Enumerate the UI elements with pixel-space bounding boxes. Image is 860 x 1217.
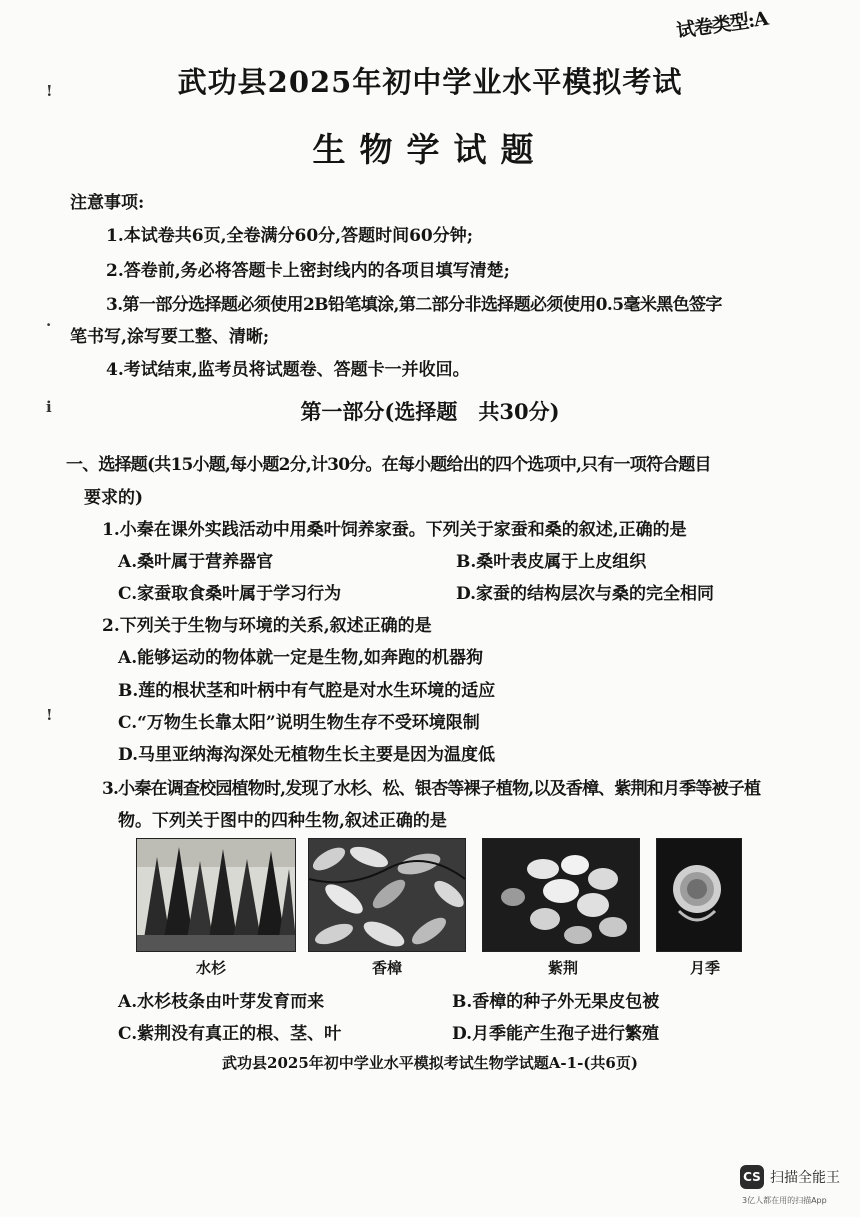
page-footer: 武功县2025年初中学业水平模拟考试生物学试题A-1-(共6页) [222,1054,638,1072]
exam-subtitle: 生物学试题 [312,130,548,169]
question-option: D.马里亚纳海沟深处无植物生长主要是因为温度低 [118,745,496,765]
question-option: C.“万物生长靠太阳”说明生物生存不受环境限制 [118,713,480,733]
section-instruction: 一、选择题(共15小题,每小题2分,计30分。在每小题给出的四个选项中,只有一项符合题目 [66,455,711,475]
section-instruction: 要求的) [84,488,144,508]
photo-metasequoia [136,838,296,952]
edge-mark: i [46,398,52,416]
question-stem: 2.下列关于生物与环境的关系,叙述正确的是 [102,616,432,636]
question-option: B.香樟的种子外无果皮包被 [452,992,660,1012]
paper-type-label: 试卷类型:A [675,7,770,43]
question-stem: 物。下列关于图中的四种生物,叙述正确的是 [118,811,447,831]
photo-camphor [308,838,466,952]
notice-item: 4.考试结束,监考员将试题卷、答题卡一并收回。 [106,360,470,380]
question-option: D.家蚕的结构层次与桑的完全相同 [456,584,715,604]
notice-item: 3.第一部分选择题必须使用2B铅笔填涂,第二部分非选择题必须使用0.5毫米黑色签字 [106,295,722,315]
section-title: 第一部分(选择题 共30分) [300,399,560,424]
camscanner-name: 扫描全能王 [770,1170,840,1186]
photo-caption: 紫荆 [548,959,579,977]
camscanner-logo-icon: CS [740,1165,764,1189]
question-option: A.桑叶属于营养器官 [118,552,274,572]
notice-item: 1.本试卷共6页,全卷满分60分,答题时间60分钟; [106,226,474,246]
photo-caption: 月季 [690,959,721,977]
question-option: C.紫荆没有真正的根、茎、叶 [118,1024,342,1044]
question-option: A.能够运动的物体就一定是生物,如奔跑的机器狗 [118,648,484,668]
notice-item: 2.答卷前,务必将答题卡上密封线内的各项目填写清楚; [106,261,510,281]
question-option: D.月季能产生孢子进行繁殖 [452,1024,660,1044]
question-option: B.莲的根状茎和叶柄中有气腔是对水生环境的适应 [118,681,496,701]
edge-mark: · [46,316,52,334]
photo-caption: 水杉 [196,959,227,977]
edge-mark: ! [46,706,53,724]
camscanner-slogan: 3亿人都在用的扫描App [742,1196,827,1205]
exam-title: 武功县2025年初中学业水平模拟考试 [177,65,683,99]
photo-rose [656,838,742,952]
photo-caption: 香樟 [372,959,403,977]
question-option: A.水杉枝条由叶芽发育而来 [118,992,325,1012]
notice-item: 笔书写,涂写要工整、清晰; [70,327,270,347]
edge-mark: ! [46,82,53,100]
question-option: C.家蚕取食桑叶属于学习行为 [118,584,342,604]
question-stem: 1.小秦在课外实践活动中用桑叶饲养家蚕。下列关于家蚕和桑的叙述,正确的是 [102,520,687,540]
question-option: B.桑叶表皮属于上皮组织 [456,552,647,572]
notice-heading: 注意事项: [70,193,145,213]
question-stem: 3.小秦在调查校园植物时,发现了水杉、松、银杏等裸子植物,以及香樟、紫荆和月季等被子植 [102,779,761,799]
photo-redbud [482,838,640,952]
